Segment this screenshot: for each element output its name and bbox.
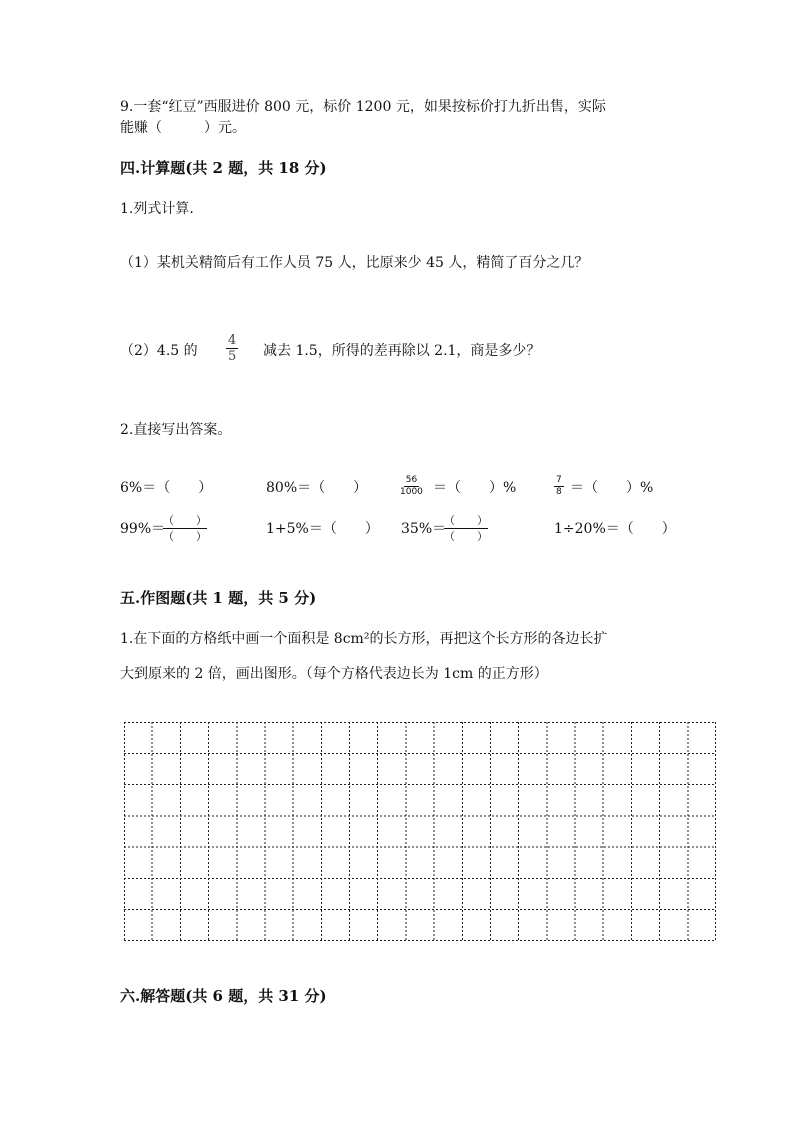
section4-heading: 四.计算题(共 2 题，共 18 分) — [120, 159, 327, 177]
fraction-numerator: 56 — [405, 475, 418, 485]
fraction-denominator-blank: （ ） — [163, 530, 207, 543]
fraction-56-over-1000 — [400, 476, 423, 497]
fraction-numerator-blank: （ ） — [444, 514, 488, 527]
answer-35-percent-prefix: 35%＝ — [401, 521, 447, 537]
square-grid-paper[interactable] — [124, 722, 716, 941]
answer-56-over-1000: ＝（ ）% — [433, 480, 517, 496]
fraction-numerator-blank: （ ） — [163, 514, 207, 527]
section6-heading: 六.解答题(共 6 题，共 31 分) — [120, 987, 327, 1005]
answer-1-plus-5-percent: 1+5%＝（ ） — [266, 521, 379, 537]
answer-6-percent: 6%＝（ ） — [120, 480, 213, 496]
section5-q1-line2: 大到原来的 2 倍，画出图形。（每个方格代表边长为 1cm 的正方形） — [120, 666, 548, 682]
section4-q1-part1: （1）某机关精简后有工作人员 75 人，比原来少 45 人，精简了百分之几？ — [120, 255, 589, 271]
fraction-denominator-blank: （ ） — [444, 530, 488, 543]
answer-99-percent-fraction — [163, 515, 207, 542]
fraction-denominator: 1000 — [400, 487, 423, 497]
section5-heading: 五.作图题(共 1 题，共 5 分) — [120, 589, 317, 607]
q9-line2: 能赚（ ）元。 — [120, 120, 246, 136]
section4-q2-title: 2.直接写出答案。 — [120, 422, 232, 438]
answer-99-percent-prefix: 99%＝ — [120, 521, 166, 537]
fraction-denominator: 5 — [228, 349, 237, 364]
section5-q1-line1: 1.在下面的方格纸中画一个面积是 8cm²的长方形，再把这个长方形的各边长扩 — [120, 631, 608, 647]
fraction-7-over-8 — [554, 476, 564, 497]
fraction-four-fifths — [226, 334, 238, 363]
answer-35-percent-fraction — [444, 515, 488, 542]
fraction-numerator: 7 — [556, 475, 562, 485]
fraction-numerator: 4 — [228, 333, 237, 348]
answer-1-div-20-percent: 1÷20%＝（ ） — [554, 521, 676, 537]
q9-line1: 9.一套“红豆”西服进价 800 元，标价 1200 元，如果按标价打九折出售，实际 — [120, 99, 606, 115]
section4-q1-part2-suffix: 减去 1.5，所得的差再除以 2.1，商是多少？ — [263, 343, 541, 359]
section4-q1-title: 1.列式计算. — [120, 201, 194, 217]
section4-q1-part2-prefix: （2）4.5 的 — [120, 343, 198, 359]
answer-80-percent: 80%＝（ ） — [266, 480, 368, 496]
fraction-denominator: 8 — [556, 487, 562, 497]
answer-7-over-8: ＝（ ）% — [570, 480, 654, 496]
